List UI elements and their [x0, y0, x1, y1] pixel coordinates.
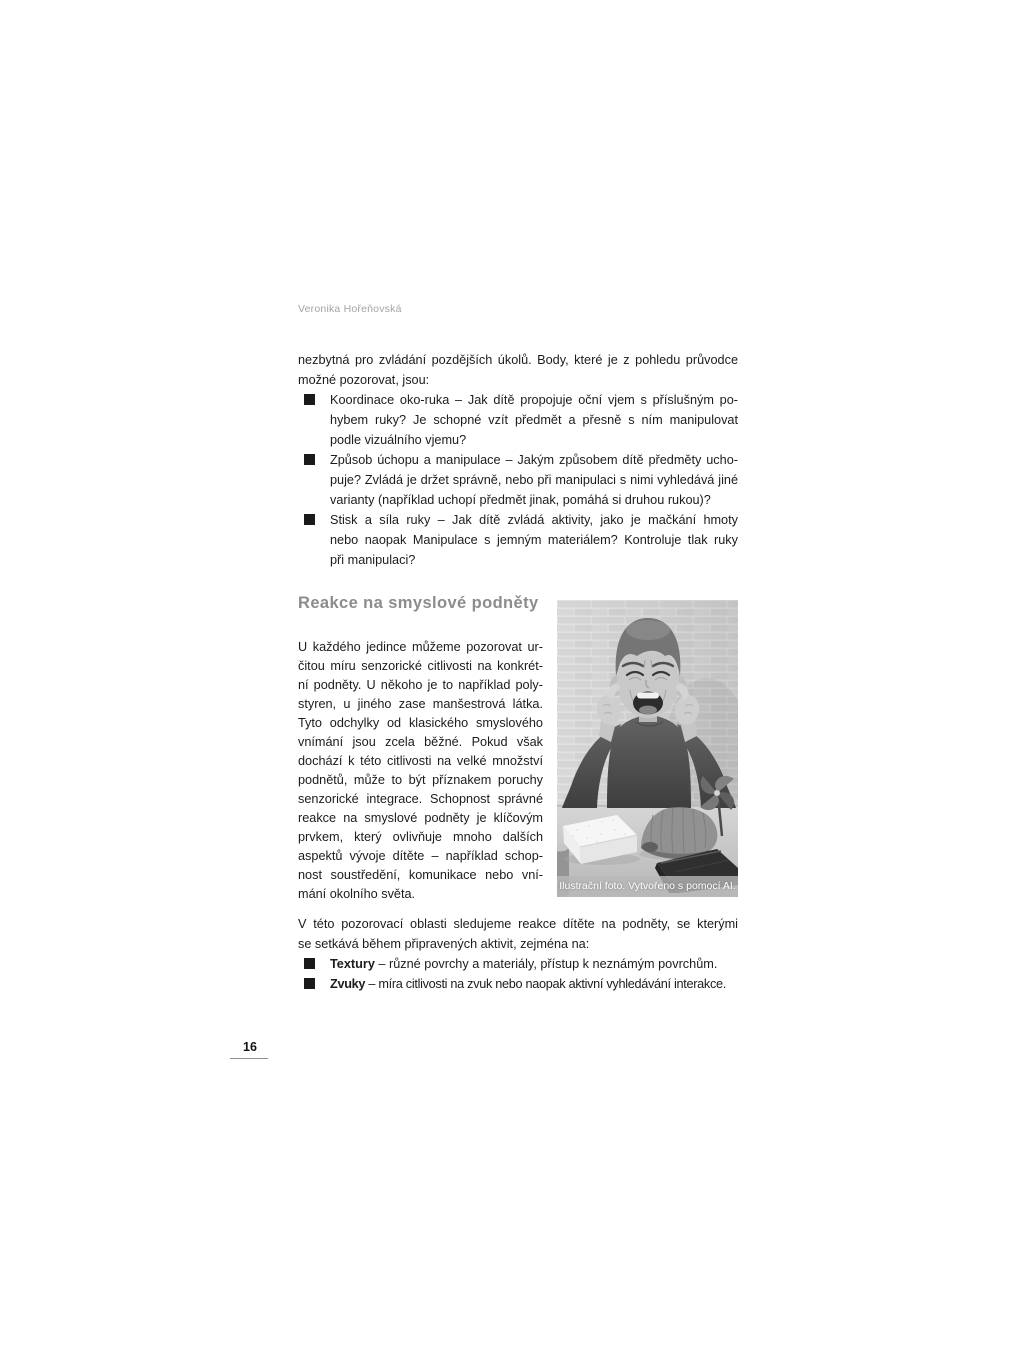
- bullet-square-icon: [304, 394, 315, 405]
- column-line: senzorické integrace. Schopnost správné: [298, 792, 543, 806]
- column-line: prvkem, který ovlivňuje mnoho dalších: [298, 830, 543, 844]
- bullet-item: [298, 974, 738, 994]
- stimuli-bullet-list: [298, 954, 738, 994]
- bullet-square-icon: [304, 454, 315, 465]
- page-number-rule: [230, 1058, 268, 1059]
- bullet-item: [298, 450, 738, 510]
- bullet-line: Koordinace oko-ruka – Jak dítě propojuje oční vjem s příslušným po-: [330, 393, 738, 407]
- intro-line: nezbytná pro zvládání pozdějších úkolů. Body, které je z pohledu průvodce: [298, 353, 738, 367]
- photo-figure: [557, 600, 738, 897]
- section-heading: Reakce na smyslové podněty: [298, 594, 539, 612]
- bullet-line: Způsob úchopu a manipulace – Jakým způsobem dítě předměty ucho-: [330, 453, 738, 467]
- column-line: U každého jedince můžeme pozorovat ur-: [298, 640, 543, 654]
- bullet-line: při manipulaci?: [330, 553, 416, 567]
- stimuli-term: Textury: [330, 957, 375, 971]
- bullet-square-icon: [304, 514, 315, 525]
- column-line: podnětů, může to být příznakem poruchy: [298, 773, 543, 787]
- column-line: Tyto odchylky od klasického smyslového: [298, 716, 543, 730]
- column-line: styren, u jiného zase manšestrová látka.: [298, 697, 543, 711]
- bullet-square-icon: [304, 958, 315, 969]
- crying-boy-photo-illustration: [557, 600, 738, 897]
- bullet-line: [330, 954, 738, 974]
- bullet-line: puje? Zvládá je držet správně, nebo při manipulaci s nimi vyhledává jiné: [330, 473, 738, 487]
- bullet-line: varianty (například uchopí předmět jinak, pomáhá si druhou rukou)?: [330, 493, 711, 507]
- column-line: reakce na smyslové podněty je klíčovým: [298, 811, 543, 825]
- closing-line: V této pozorovací oblasti sledujeme reakce dítěte na podněty, se kterými: [298, 917, 738, 931]
- bullet-line: Stisk a síla ruky – Jak dítě zvládá aktivity, jako je mačkání hmoty: [330, 513, 738, 527]
- bullet-item: [298, 390, 738, 450]
- intro-line: možné pozorovat, jsou:: [298, 373, 430, 387]
- column-line: čitou míru senzorické citlivosti na konkrét-: [298, 659, 543, 673]
- page-number: 16: [243, 1040, 257, 1054]
- column-line: mání okolního světa.: [298, 887, 416, 901]
- column-line: dochází k této citlivosti na velké množství: [298, 754, 543, 768]
- bullet-square-icon: [304, 978, 315, 989]
- stimuli-text: – různé povrchy a materiály, přístup k neznámým povrchům.: [374, 957, 718, 971]
- bullet-line: podle vizuálního vjemu?: [330, 433, 467, 447]
- intro-paragraph: [298, 350, 738, 390]
- bullet-item: [298, 954, 738, 974]
- bullet-line: [330, 974, 738, 994]
- closing-line: se setkává během připravených aktivit, zejména na:: [298, 937, 590, 951]
- closing-paragraph: [298, 914, 738, 954]
- observation-bullet-list: [298, 390, 738, 570]
- body-column: [298, 638, 543, 904]
- bullet-line: nebo naopak Manipulace s jemným materiálem? Kontroluje tlak ruky: [330, 533, 738, 547]
- stimuli-term: Zvuky: [330, 977, 366, 991]
- column-line: vnímání jsou zcela běžné. Pokud však: [298, 735, 543, 749]
- running-head-author: Veronika Hořeňovská: [298, 303, 402, 315]
- bullet-item: [298, 510, 738, 570]
- column-line: ní podněty. U někoho je to například poly-: [298, 678, 543, 692]
- column-line: aspektů vývoje dítěte – například schop-: [298, 849, 543, 863]
- column-line: nost soustředění, komunikace nebo vní-: [298, 868, 543, 882]
- photo-caption: Ilustrační foto. Vytvořeno s pomocí AI.: [557, 876, 738, 897]
- bullet-line: hybem ruky? Je schopné vzít předmět a přesně s ním manipulovat: [330, 413, 738, 427]
- stimuli-text: – míra citlivosti na zvuk nebo naopak aktivní vyhledávání interakce.: [365, 977, 727, 991]
